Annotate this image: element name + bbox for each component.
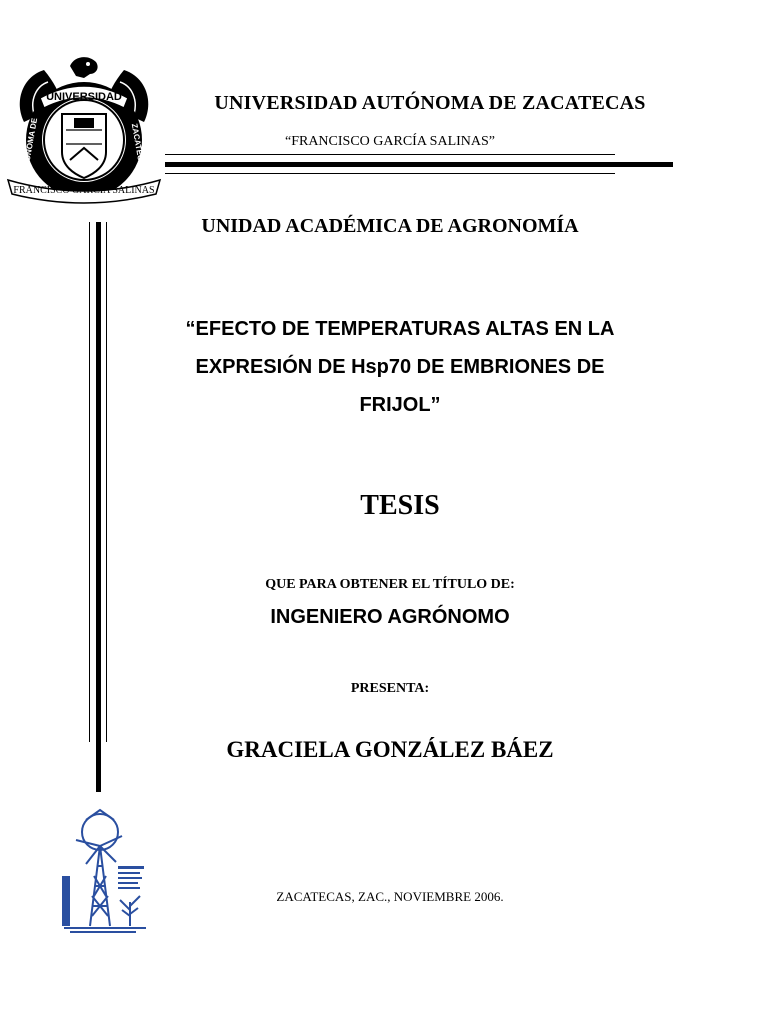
seal-text-top: UNIVERSIDAD [46, 91, 122, 103]
header-rule-thick [165, 162, 673, 167]
vertical-rule-thin-right [106, 222, 107, 742]
academic-unit-name: UNIDAD ACADÉMICA DE AGRONOMÍA [201, 215, 579, 237]
agronomy-unit-logo-icon [56, 806, 148, 936]
thesis-title-line: EXPRESIÓN DE Hsp70 DE EMBRIONES DE [195, 356, 605, 378]
place-date: ZACATECAS, ZAC., NOVIEMBRE 2006. [276, 889, 504, 904]
thesis-title-line: “EFECTO DE TEMPERATURAS ALTAS EN LA [185, 318, 615, 340]
document-type: TESIS [360, 490, 440, 521]
presents-label: PRESENTA: [350, 681, 430, 696]
header-rule-thin-top [165, 154, 615, 155]
header-rule-thin-bottom [165, 173, 615, 174]
thesis-title-line: FRIJOL” [359, 394, 441, 416]
university-seal-icon [4, 52, 164, 208]
seal-text-left: AUTONOMA DE [19, 117, 40, 178]
seal-text-bottom: FRANCISCO GARCIA SALINAS [13, 185, 155, 196]
author-name: GRACIELA GONZÁLEZ BÁEZ [226, 737, 554, 762]
thesis-title [120, 310, 680, 424]
university-motto: “FRANCISCO GARCÍA SALINAS” [284, 134, 496, 149]
degree-intro: QUE PARA OBTENER EL TÍTULO DE: [265, 577, 515, 592]
university-name: UNIVERSIDAD AUTÓNOMA DE ZACATECAS [214, 92, 646, 114]
degree-name: INGENIERO AGRÓNOMO [270, 606, 510, 628]
vertical-rule-thick [96, 222, 101, 792]
vertical-rule-thin-left [89, 222, 90, 742]
seal-text-right: ZACATECAS [129, 122, 148, 173]
